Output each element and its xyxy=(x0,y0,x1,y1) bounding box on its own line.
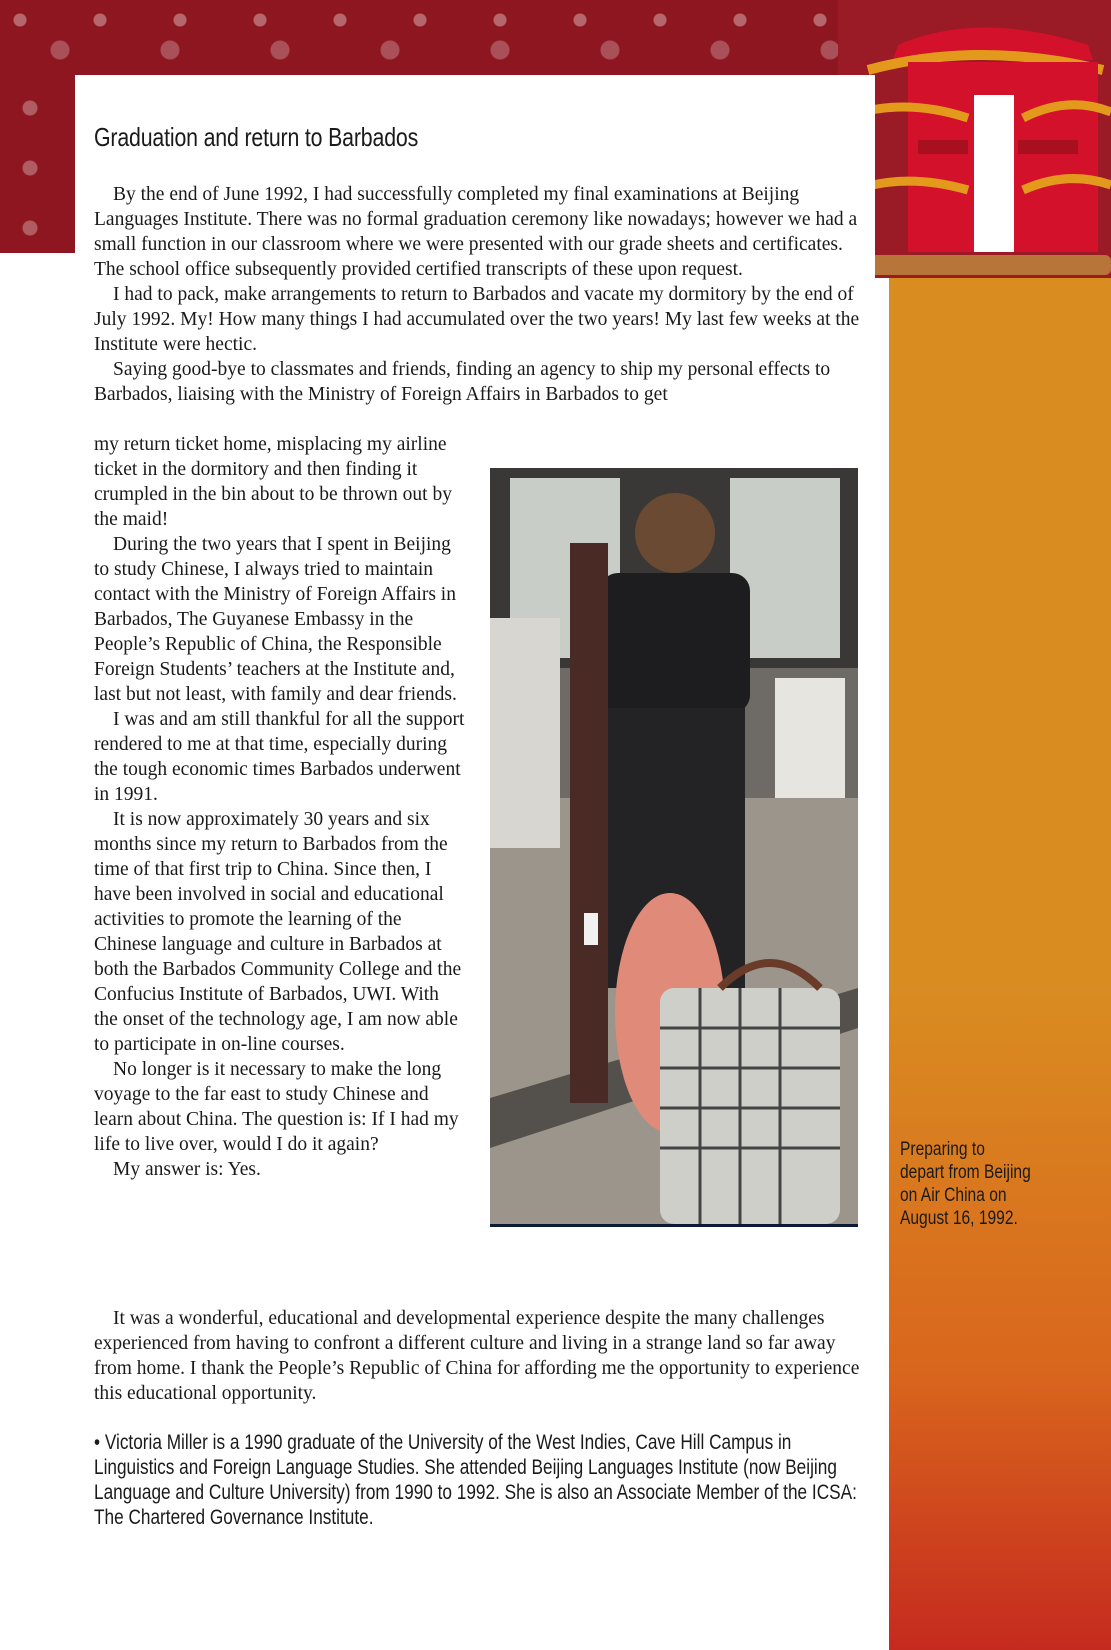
paragraph: It is now approximately 30 years and six months since my return to Barbados from the time of that first trip to China. Since then, I have been involved in social and educational activities to promote the learning of the Chinese language and culture in Barbados at both the Barbados Community College and the Confucius Institute of Barbados, UWI. With the onset of the technology age, I am now able to participate in on-line courses. xyxy=(94,809,462,1055)
body-text-bottom xyxy=(94,1306,864,1406)
paragraph: I had to pack, make arrangements to return to Barbados and vacate my dormitory by the end of July 1992. My! How many things I had accumulated over the two years! My last few weeks at the Institute were hectic. xyxy=(94,284,860,355)
decorative-sidebar xyxy=(889,255,1111,1650)
decorative-cloud-banner xyxy=(0,0,890,78)
paragraph: During the two years that I spent in Beijing to study Chinese, I always tried to maintain contact with the Ministry of Foreign Affairs in Barbados, The Guyanese Embassy in the People’s Republic of China, the Responsible Foreign Students’ teachers at the Institute and, last but not least, with family and dear friends. xyxy=(94,534,457,705)
paragraph: By the end of June 1992, I had successfully completed my final examinations at Beijing Languages Institute. There was no formal graduation ceremony like nowadays; however we had a small function in our classroom where we were presented with our grade sheets and certificates. The school office subsequently provided certified transcripts of these upon request. xyxy=(94,184,858,280)
departure-photo xyxy=(490,468,858,1227)
paragraph: I was and am still thankful for all the support rendered to me at that time, especially during the tough economic times Barbados underwent in 1991. xyxy=(94,709,465,805)
paragraph: No longer is it necessary to make the long voyage to the far east to study Chinese and learn about China. The question is: If I had my life to live over, would I do it again? xyxy=(94,1059,459,1155)
body-text-narrow-column xyxy=(94,432,466,1182)
paragraph: My answer is: Yes. xyxy=(113,1159,261,1180)
paragraph: my return ticket home, misplacing my airline ticket in the dormitory and then finding it crumpled in the bin about to be thrown out by the maid! xyxy=(94,434,452,530)
author-bio: • Victoria Miller is a 1990 graduate of the University of the West Indies, Cave Hill Campus in Linguistics and Foreign Language Studies. She attended Beijing Languages Institute (now Beijing Language and Culture University) from 1990 to 1992. She is also an Associate Member of the ICSA: The Chartered Governance Institute. xyxy=(94,1431,857,1529)
pagoda-illustration xyxy=(838,0,1111,278)
photo-caption: Preparing to depart from Beijing on Air China on August 16, 1992. xyxy=(900,1139,1031,1229)
decorative-cloud-strip xyxy=(0,78,75,253)
article-heading: Graduation and return to Barbados xyxy=(94,122,419,152)
paragraph: It was a wonderful, educational and developmental experience despite the many challenges experienced from having to confront a different culture and living in a strange land so far away from home. I thank the People’s Republic of China for affording me the opportunity to experience this educational opportunity. xyxy=(94,1308,860,1404)
paragraph: Saying good-bye to classmates and friends, finding an agency to ship my personal effects to Barbados, liaising with the Ministry of Foreign Affairs in Barbados to get xyxy=(94,359,831,405)
body-text-top xyxy=(94,182,864,407)
